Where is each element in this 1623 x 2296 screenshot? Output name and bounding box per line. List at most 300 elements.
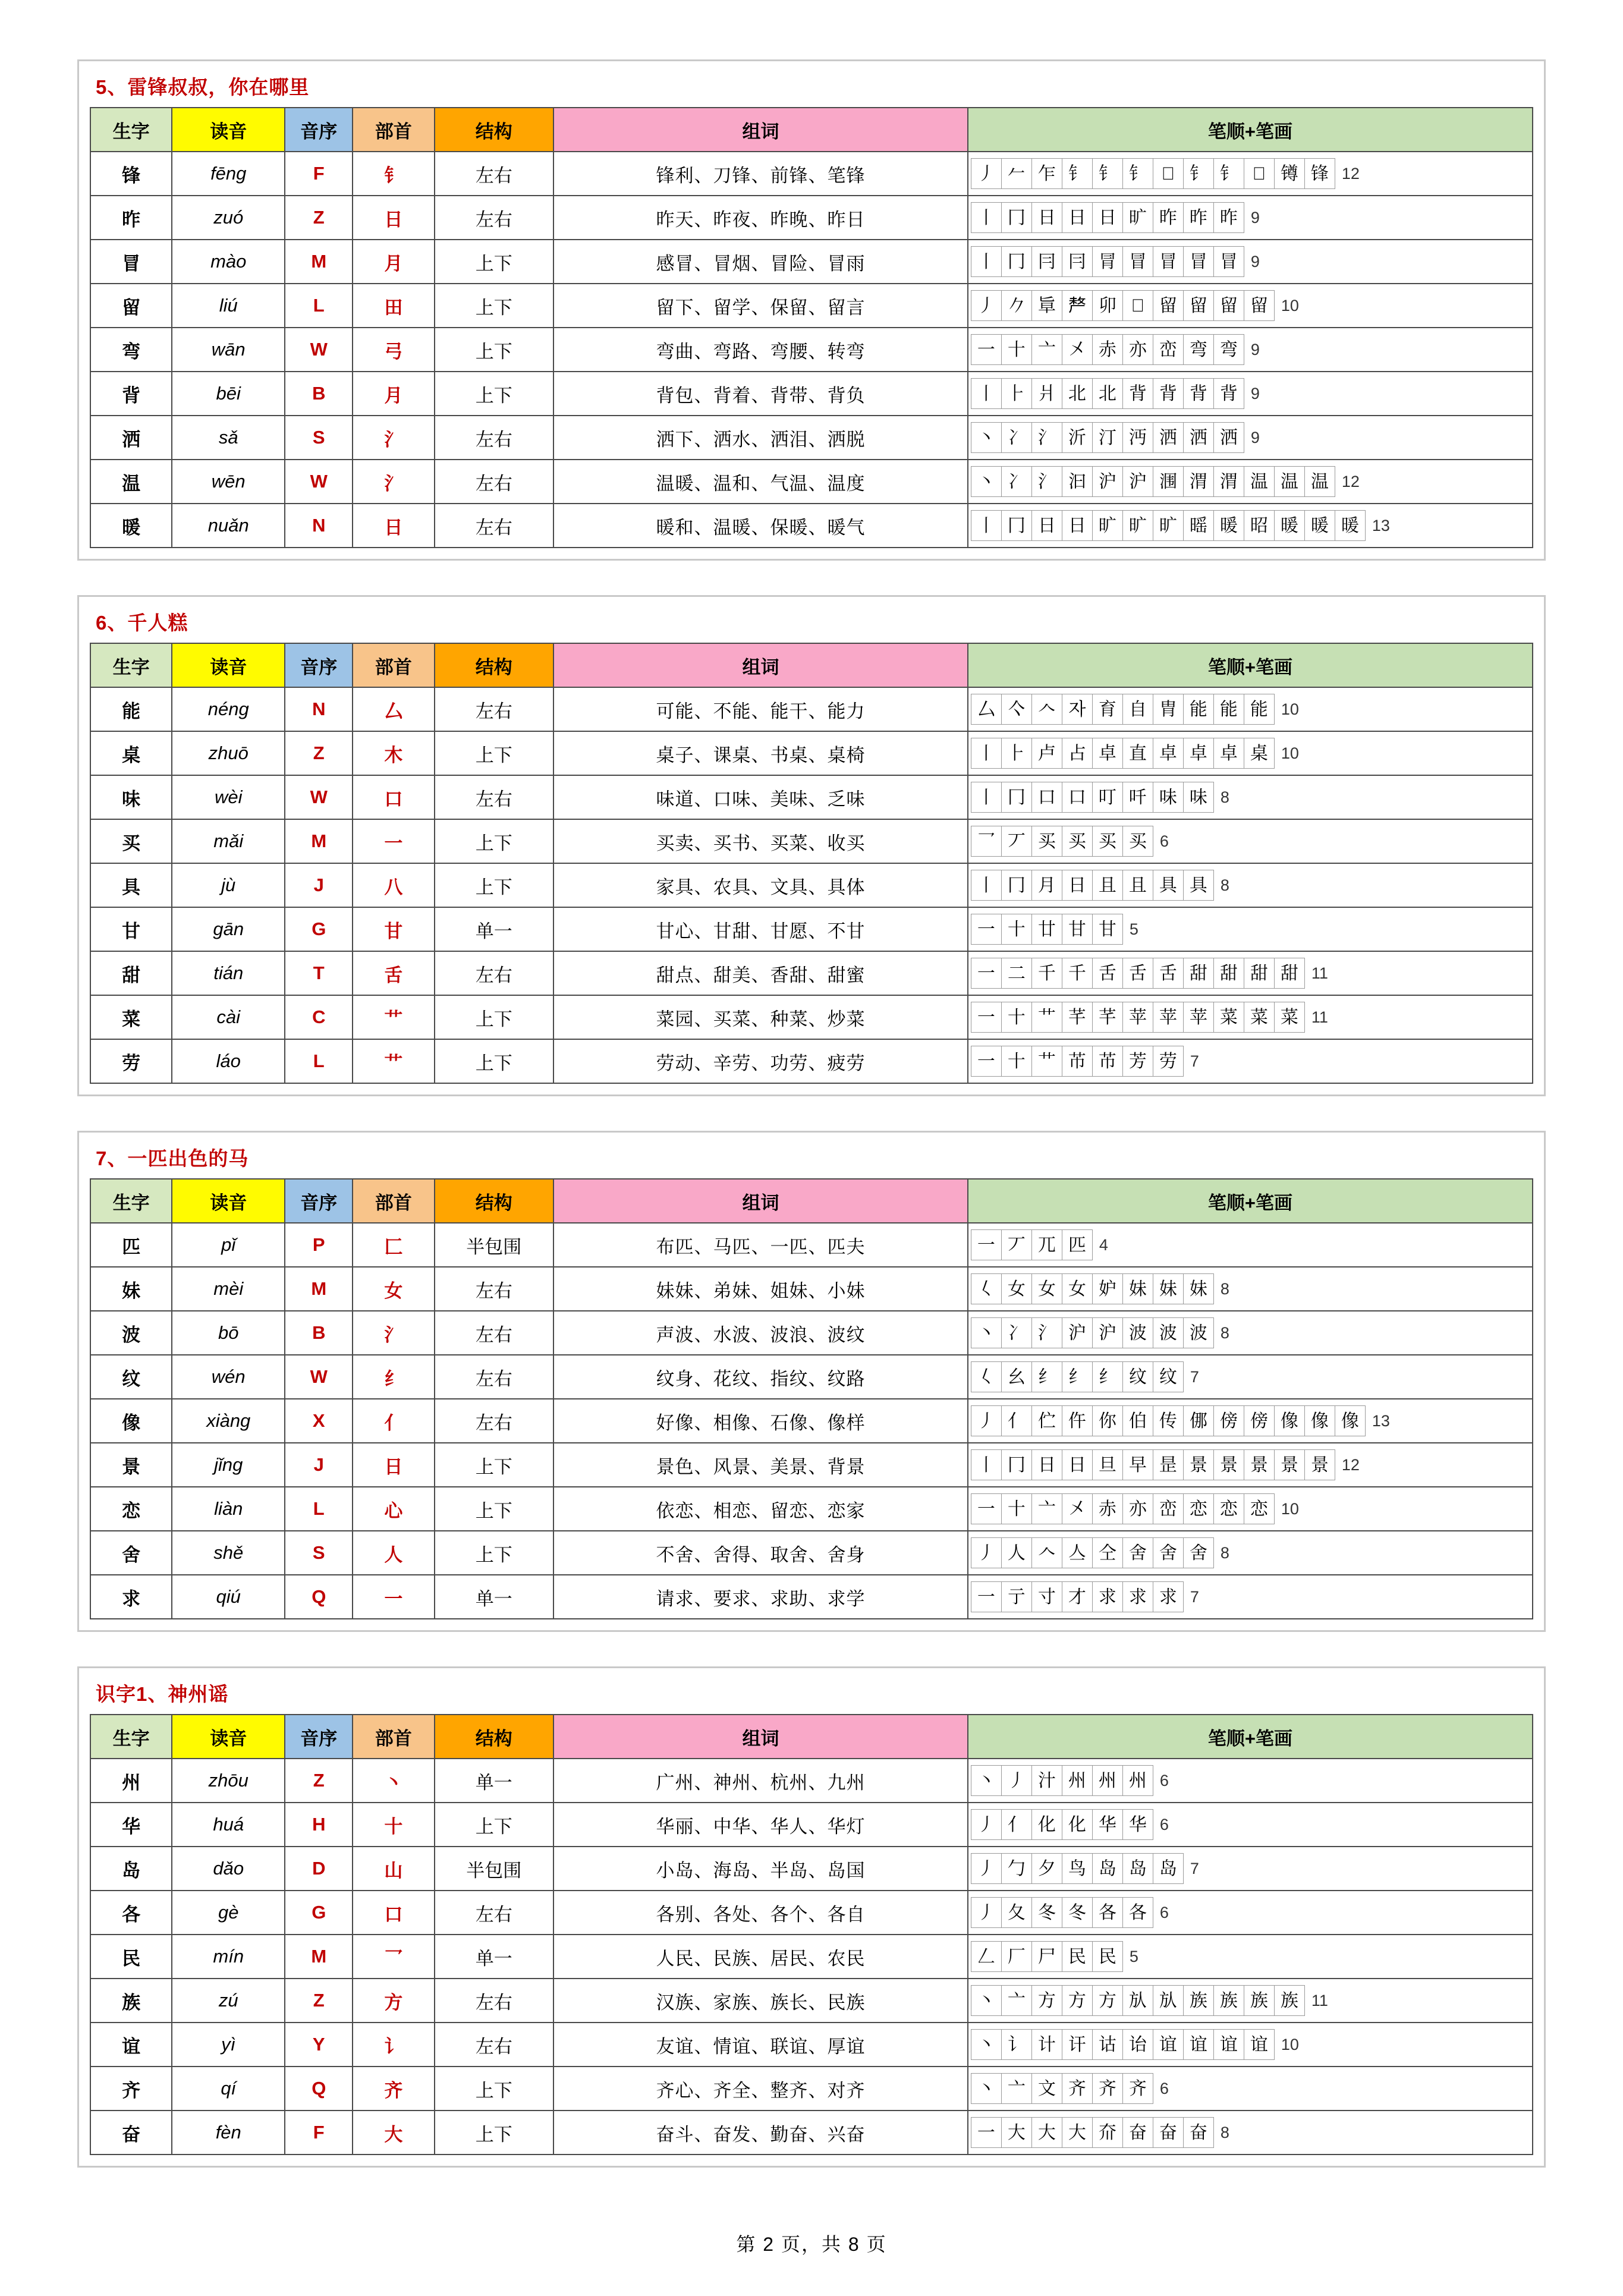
stroke-box: 一 bbox=[971, 914, 1002, 945]
stroke-order-cell bbox=[968, 196, 1533, 240]
stroke-box: 丶 bbox=[971, 1765, 1002, 1796]
pinyin-cell: fēng bbox=[172, 152, 285, 196]
words-cell: 依恋、相恋、留恋、恋家 bbox=[553, 1487, 968, 1531]
stroke-box: 舍 bbox=[1183, 1537, 1214, 1568]
stroke-box: 丿 bbox=[1001, 1765, 1032, 1796]
stroke-box: 丿 bbox=[971, 1809, 1002, 1840]
table-header-row bbox=[90, 1179, 1533, 1223]
stroke-box: 亠 bbox=[1001, 2073, 1032, 2104]
stroke-box: 钅 bbox=[1062, 158, 1093, 189]
lesson-section bbox=[77, 59, 1546, 561]
stroke-box: 傍 bbox=[1213, 1405, 1244, 1436]
stroke-box: 舍 bbox=[1122, 1537, 1153, 1568]
initial-letter-cell: W bbox=[285, 1355, 353, 1399]
table-row bbox=[90, 1311, 1533, 1355]
stroke-box: 像 bbox=[1335, 1405, 1366, 1436]
stroke-box: 日 bbox=[1092, 202, 1123, 233]
table-row bbox=[90, 951, 1533, 995]
table-row bbox=[90, 504, 1533, 548]
structure-cell: 上下 bbox=[435, 1487, 554, 1531]
column-header: 读音 bbox=[172, 108, 285, 152]
words-cell: 各别、各处、各个、各自 bbox=[553, 1891, 968, 1935]
table-row bbox=[90, 372, 1533, 416]
stroke-box: 日 bbox=[1062, 870, 1093, 901]
structure-cell: 上下 bbox=[435, 372, 554, 416]
pinyin-cell: wén bbox=[172, 1355, 285, 1399]
radical-cell: 田 bbox=[353, 284, 434, 328]
pinyin-cell: bō bbox=[172, 1311, 285, 1355]
stroke-order-cell bbox=[968, 2023, 1533, 2067]
initial-letter-cell: M bbox=[285, 240, 353, 284]
structure-cell: 左右 bbox=[435, 1267, 554, 1311]
words-cell: 请求、要求、求助、求学 bbox=[553, 1575, 968, 1619]
table-row bbox=[90, 1759, 1533, 1803]
column-header: 组词 bbox=[553, 643, 968, 687]
stroke-box: 且 bbox=[1092, 870, 1123, 901]
stroke-box: 芳 bbox=[1122, 1046, 1153, 1077]
stroke-box-group bbox=[971, 1809, 1153, 1840]
stroke-box: 各 bbox=[1122, 1897, 1153, 1928]
stroke-box: 能 bbox=[1244, 694, 1275, 725]
stroke-box: 冐 bbox=[1092, 246, 1123, 277]
stroke-box-group bbox=[971, 2073, 1153, 2104]
character-table bbox=[90, 1714, 1533, 2155]
character-cell: 舍 bbox=[90, 1531, 172, 1575]
stroke-box: 叮 bbox=[1092, 782, 1123, 813]
stroke-box: 㐅 bbox=[1062, 334, 1093, 365]
stroke-order-cell bbox=[968, 2067, 1533, 2111]
stroke-order-cell bbox=[968, 863, 1533, 907]
stroke-box: 钅 bbox=[1213, 158, 1244, 189]
stroke-box: 冃 bbox=[1062, 246, 1093, 277]
stroke-box: 卯 bbox=[1092, 290, 1123, 321]
stroke-box: 傍 bbox=[1244, 1405, 1275, 1436]
radical-cell: 氵 bbox=[353, 1311, 434, 1355]
stroke-box: 暖 bbox=[1213, 510, 1244, 541]
stroke-order-cell bbox=[968, 372, 1533, 416]
stroke-box: 舌 bbox=[1092, 958, 1123, 989]
stroke-box: 你 bbox=[1092, 1405, 1123, 1436]
stroke-box-group bbox=[971, 1897, 1153, 1928]
section-title: 识字1、神州谣 bbox=[96, 1683, 229, 1705]
stroke-box: 讠 bbox=[1001, 2029, 1032, 2060]
stroke-box: 丿 bbox=[971, 1853, 1002, 1884]
stroke-order-cell bbox=[968, 1443, 1533, 1487]
stroke-box: 卓 bbox=[1153, 738, 1184, 769]
stroke-box: 丶 bbox=[971, 2029, 1002, 2060]
stroke-box: 冂 bbox=[1001, 510, 1032, 541]
structure-cell: 左右 bbox=[435, 1979, 554, 2023]
radical-cell: 月 bbox=[353, 240, 434, 284]
table-row bbox=[90, 775, 1533, 819]
character-cell: 温 bbox=[90, 460, 172, 504]
stroke-box: 冂 bbox=[1001, 246, 1032, 277]
stroke-count: 9 bbox=[1250, 340, 1260, 358]
table-row bbox=[90, 416, 1533, 460]
stroke-box-group bbox=[971, 1317, 1213, 1348]
table-row bbox=[90, 1935, 1533, 1979]
pinyin-cell: mào bbox=[172, 240, 285, 284]
stroke-count: 5 bbox=[1129, 1947, 1138, 1965]
stroke-box: 劳 bbox=[1153, 1046, 1184, 1077]
stroke-count: 13 bbox=[1372, 1411, 1390, 1430]
lesson-section bbox=[77, 595, 1546, 1096]
initial-letter-cell: B bbox=[285, 372, 353, 416]
stroke-order-cell bbox=[968, 1759, 1533, 1803]
pinyin-cell: zhuō bbox=[172, 731, 285, 775]
column-header: 部首 bbox=[353, 1715, 434, 1759]
stroke-box: 乛 bbox=[971, 826, 1002, 857]
stroke-box-group bbox=[971, 466, 1335, 497]
stroke-order-cell bbox=[968, 328, 1533, 372]
radical-cell: 心 bbox=[353, 1487, 434, 1531]
stroke-box: 甘 bbox=[1062, 914, 1093, 945]
stroke-box: 方 bbox=[1062, 1985, 1093, 2016]
stroke-box: 菜 bbox=[1244, 1002, 1275, 1033]
stroke-box: 尸 bbox=[1031, 1941, 1062, 1972]
character-cell: 纹 bbox=[90, 1355, 172, 1399]
stroke-box: 亠 bbox=[1031, 1493, 1062, 1524]
radical-cell: 十 bbox=[353, 1803, 434, 1847]
stroke-order-cell bbox=[968, 240, 1533, 284]
stroke-box: 丆 bbox=[1001, 826, 1032, 857]
stroke-box: 纟 bbox=[1092, 1361, 1123, 1392]
stroke-box: 冫 bbox=[1001, 466, 1032, 497]
words-cell: 劳动、辛劳、功劳、疲劳 bbox=[553, 1039, 968, 1083]
pinyin-cell: xiàng bbox=[172, 1399, 285, 1443]
stroke-box: 能 bbox=[1183, 694, 1214, 725]
stroke-box: 芊 bbox=[1092, 1002, 1123, 1033]
stroke-box: 留 bbox=[1244, 290, 1275, 321]
stroke-box: 亽 bbox=[1001, 694, 1032, 725]
character-cell: 岛 bbox=[90, 1847, 172, 1891]
structure-cell: 左右 bbox=[435, 1399, 554, 1443]
stroke-box: 各 bbox=[1092, 1897, 1123, 1928]
stroke-box: 背 bbox=[1213, 378, 1244, 409]
stroke-box: 具 bbox=[1183, 870, 1214, 901]
stroke-box: 舌 bbox=[1122, 958, 1153, 989]
column-header: 读音 bbox=[172, 1179, 285, 1223]
stroke-box: 传 bbox=[1153, 1405, 1184, 1436]
table-row bbox=[90, 284, 1533, 328]
stroke-box: 亠 bbox=[1001, 1985, 1032, 2016]
stroke-box: 亦 bbox=[1122, 334, 1153, 365]
column-header: 部首 bbox=[353, 108, 434, 152]
table-header-row bbox=[90, 108, 1533, 152]
stroke-box: 氵 bbox=[1031, 422, 1062, 453]
stroke-box: 女 bbox=[1031, 1273, 1062, 1304]
structure-cell: 左右 bbox=[435, 152, 554, 196]
stroke-count: 7 bbox=[1190, 1052, 1199, 1070]
pinyin-cell: cài bbox=[172, 995, 285, 1039]
stroke-box: 冒 bbox=[1183, 246, 1214, 277]
stroke-box: 氵 bbox=[1031, 466, 1062, 497]
stroke-order-cell bbox=[968, 1575, 1533, 1619]
stroke-count: 9 bbox=[1250, 384, 1260, 402]
stroke-box: 北 bbox=[1062, 378, 1093, 409]
initial-letter-cell: J bbox=[285, 863, 353, 907]
stroke-box: 匹 bbox=[1062, 1229, 1093, 1260]
pinyin-cell: mèi bbox=[172, 1267, 285, 1311]
table-row bbox=[90, 1355, 1533, 1399]
stroke-box: 奋 bbox=[1122, 2117, 1153, 2148]
stroke-count: 10 bbox=[1281, 1499, 1299, 1518]
stroke-box-group bbox=[971, 378, 1244, 409]
column-header: 读音 bbox=[172, 1715, 285, 1759]
stroke-box: 旷 bbox=[1122, 202, 1153, 233]
radical-cell: 氵 bbox=[353, 460, 434, 504]
words-cell: 景色、风景、美景、背景 bbox=[553, 1443, 968, 1487]
radical-cell: 舌 bbox=[353, 951, 434, 995]
pinyin-cell: gān bbox=[172, 907, 285, 951]
stroke-box: 丶 bbox=[971, 1317, 1002, 1348]
stroke-box: 十 bbox=[1001, 1002, 1032, 1033]
stroke-box-group bbox=[971, 422, 1244, 453]
stroke-box: 芇 bbox=[1062, 1046, 1093, 1077]
initial-letter-cell: M bbox=[285, 819, 353, 863]
stroke-count: 10 bbox=[1281, 700, 1299, 718]
stroke-box: 具 bbox=[1153, 870, 1184, 901]
stroke-box: 丶 bbox=[971, 2073, 1002, 2104]
pinyin-cell: néng bbox=[172, 687, 285, 731]
table-row bbox=[90, 1979, 1533, 2023]
stroke-box: 沪 bbox=[1122, 466, 1153, 497]
words-cell: 人民、民族、居民、农民 bbox=[553, 1935, 968, 1979]
stroke-box: 景 bbox=[1244, 1449, 1275, 1480]
stroke-box: 一 bbox=[971, 958, 1002, 989]
stroke-box: 艹 bbox=[1031, 1002, 1062, 1033]
stroke-box: 冬 bbox=[1062, 1897, 1093, 1928]
table-row bbox=[90, 2067, 1533, 2111]
column-header: 结构 bbox=[435, 1179, 554, 1223]
stroke-box: 亠 bbox=[1031, 334, 1062, 365]
stroke-box: 恋 bbox=[1244, 1493, 1275, 1524]
stroke-box: 丨 bbox=[971, 1449, 1002, 1480]
stroke-order-cell bbox=[968, 1803, 1533, 1847]
stroke-box: 㫃 bbox=[1153, 1985, 1184, 2016]
stroke-box-group bbox=[971, 290, 1274, 321]
stroke-box: 像 bbox=[1274, 1405, 1305, 1436]
stroke-box: 渭 bbox=[1183, 466, 1214, 497]
stroke-box: 方 bbox=[1092, 1985, 1123, 2016]
stroke-order-cell bbox=[968, 687, 1533, 731]
stroke-box: 北 bbox=[1092, 378, 1123, 409]
structure-cell: 左右 bbox=[435, 2023, 554, 2067]
initial-letter-cell: L bbox=[285, 1487, 353, 1531]
stroke-box: 丨 bbox=[971, 870, 1002, 901]
stroke-box-group bbox=[971, 158, 1335, 189]
column-header: 部首 bbox=[353, 643, 434, 687]
stroke-box: 景 bbox=[1213, 1449, 1244, 1480]
stroke-order-cell bbox=[968, 907, 1533, 951]
stroke-box: 景 bbox=[1183, 1449, 1214, 1480]
stroke-box: 买 bbox=[1122, 826, 1153, 857]
structure-cell: 单一 bbox=[435, 1575, 554, 1619]
pinyin-cell: qiú bbox=[172, 1575, 285, 1619]
pinyin-cell: huá bbox=[172, 1803, 285, 1847]
stroke-box-group bbox=[971, 738, 1274, 769]
stroke-box-group bbox=[971, 782, 1213, 813]
character-cell: 桌 bbox=[90, 731, 172, 775]
stroke-box: 恋 bbox=[1183, 1493, 1214, 1524]
words-cell: 锋利、刀锋、前锋、笔锋 bbox=[553, 152, 968, 196]
stroke-count: 12 bbox=[1341, 1455, 1360, 1474]
stroke-box: 谊 bbox=[1213, 2029, 1244, 2060]
stroke-box: 弯 bbox=[1213, 334, 1244, 365]
stroke-box: 卓 bbox=[1183, 738, 1214, 769]
lesson-section bbox=[77, 1666, 1546, 2168]
stroke-box: 冂 bbox=[1001, 782, 1032, 813]
stroke-box: 岛 bbox=[1153, 1853, 1184, 1884]
radical-cell: 艹 bbox=[353, 995, 434, 1039]
stroke-box: 沔 bbox=[1122, 422, 1153, 453]
stroke-count: 10 bbox=[1281, 296, 1299, 314]
stroke-box: 丶 bbox=[971, 1985, 1002, 2016]
initial-letter-cell: Z bbox=[285, 731, 353, 775]
structure-cell: 左右 bbox=[435, 504, 554, 548]
table-row bbox=[90, 1803, 1533, 1847]
stroke-box: 十 bbox=[1001, 914, 1032, 945]
structure-cell: 上下 bbox=[435, 240, 554, 284]
character-table bbox=[90, 1178, 1533, 1619]
stroke-order-cell bbox=[968, 1223, 1533, 1267]
words-cell: 布匹、马匹、一匹、匹夫 bbox=[553, 1223, 968, 1267]
stroke-box: 亻 bbox=[1001, 1405, 1032, 1436]
words-cell: 声波、水波、波浪、波纹 bbox=[553, 1311, 968, 1355]
column-header: 笔顺+笔画 bbox=[968, 1715, 1533, 1759]
pinyin-cell: wēn bbox=[172, 460, 285, 504]
stroke-box: 直 bbox=[1122, 738, 1153, 769]
initial-letter-cell: S bbox=[285, 416, 353, 460]
stroke-box: 丿 bbox=[971, 1405, 1002, 1436]
stroke-box: 州 bbox=[1062, 1765, 1093, 1796]
stroke-box: 𨱂 bbox=[1153, 158, 1184, 189]
stroke-count: 8 bbox=[1220, 788, 1229, 806]
stroke-box: 苹 bbox=[1183, 1002, 1214, 1033]
radical-cell: 女 bbox=[353, 1267, 434, 1311]
stroke-box: 氵 bbox=[1031, 1317, 1062, 1348]
structure-cell: 半包围 bbox=[435, 1223, 554, 1267]
stroke-order-cell bbox=[968, 1311, 1533, 1355]
initial-letter-cell: Z bbox=[285, 196, 353, 240]
stroke-box: 丨 bbox=[971, 738, 1002, 769]
words-cell: 华丽、中华、华人、华灯 bbox=[553, 1803, 968, 1847]
stroke-box: 景 bbox=[1274, 1449, 1305, 1480]
stroke-box-group bbox=[971, 870, 1213, 901]
radical-cell: 讠 bbox=[353, 2023, 434, 2067]
stroke-count: 7 bbox=[1190, 1859, 1199, 1877]
stroke-count: 9 bbox=[1250, 428, 1260, 446]
stroke-box: 纹 bbox=[1153, 1361, 1184, 1392]
lesson-section bbox=[77, 1131, 1546, 1632]
radical-cell: 艹 bbox=[353, 1039, 434, 1083]
stroke-box: 能 bbox=[1213, 694, 1244, 725]
structure-cell: 左右 bbox=[435, 416, 554, 460]
table-row bbox=[90, 240, 1533, 284]
stroke-count: 6 bbox=[1159, 1903, 1169, 1921]
pinyin-cell: dǎo bbox=[172, 1847, 285, 1891]
stroke-box: 丨 bbox=[971, 378, 1002, 409]
table-row bbox=[90, 1267, 1533, 1311]
stroke-box: 汩 bbox=[1062, 466, 1093, 497]
words-cell: 家具、农具、文具、具体 bbox=[553, 863, 968, 907]
words-cell: 可能、不能、能干、能力 bbox=[553, 687, 968, 731]
column-header: 结构 bbox=[435, 108, 554, 152]
stroke-order-cell bbox=[968, 1355, 1533, 1399]
stroke-count: 11 bbox=[1311, 1008, 1328, 1026]
stroke-box: 育 bbox=[1092, 694, 1123, 725]
stroke-box: 赤 bbox=[1092, 334, 1123, 365]
initial-letter-cell: G bbox=[285, 1891, 353, 1935]
stroke-box: 冂 bbox=[1001, 1449, 1032, 1480]
initial-letter-cell: Q bbox=[285, 1575, 353, 1619]
stroke-box: 背 bbox=[1122, 378, 1153, 409]
stroke-box: 族 bbox=[1183, 1985, 1214, 2016]
stroke-box: 鸟 bbox=[1062, 1853, 1093, 1884]
stroke-box-group bbox=[971, 2029, 1274, 2060]
stroke-box: 钅 bbox=[1122, 158, 1153, 189]
stroke-box: 자 bbox=[1062, 694, 1093, 725]
stroke-box: 日 bbox=[1031, 1449, 1062, 1480]
words-cell: 洒下、洒水、洒泪、洒脱 bbox=[553, 416, 968, 460]
stroke-box: 计 bbox=[1031, 2029, 1062, 2060]
stroke-count: 4 bbox=[1099, 1235, 1108, 1254]
character-cell: 劳 bbox=[90, 1039, 172, 1083]
stroke-box-group bbox=[971, 826, 1153, 857]
character-cell: 背 bbox=[90, 372, 172, 416]
stroke-count: 6 bbox=[1159, 1771, 1169, 1789]
table-row bbox=[90, 731, 1533, 775]
character-cell: 求 bbox=[90, 1575, 172, 1619]
stroke-box: 丨 bbox=[971, 246, 1002, 277]
words-cell: 桌子、课桌、书桌、桌椅 bbox=[553, 731, 968, 775]
pinyin-cell: wèi bbox=[172, 775, 285, 819]
structure-cell: 左右 bbox=[435, 460, 554, 504]
stroke-box-group bbox=[971, 1405, 1365, 1436]
stroke-box: ⺊ bbox=[1001, 378, 1032, 409]
stroke-box: 𨱒 bbox=[1244, 158, 1275, 189]
stroke-order-cell bbox=[968, 819, 1533, 863]
stroke-box: 十 bbox=[1001, 334, 1032, 365]
stroke-box: 妒 bbox=[1092, 1273, 1123, 1304]
stroke-box: 大 bbox=[1062, 2117, 1093, 2148]
stroke-order-cell bbox=[968, 1891, 1533, 1935]
initial-letter-cell: F bbox=[285, 2111, 353, 2155]
stroke-box: 纹 bbox=[1122, 1361, 1153, 1392]
stroke-box: 伯 bbox=[1122, 1405, 1153, 1436]
stroke-order-cell bbox=[968, 775, 1533, 819]
stroke-box: 妹 bbox=[1122, 1273, 1153, 1304]
stroke-box: 丿 bbox=[971, 158, 1002, 189]
stroke-box: 谊 bbox=[1244, 2029, 1275, 2060]
stroke-box: 舌 bbox=[1153, 958, 1184, 989]
structure-cell: 左右 bbox=[435, 1311, 554, 1355]
stroke-box: 买 bbox=[1031, 826, 1062, 857]
stroke-box-group bbox=[971, 1581, 1183, 1612]
radical-cell: 一 bbox=[353, 819, 434, 863]
column-header: 音序 bbox=[285, 643, 353, 687]
pinyin-cell: shě bbox=[172, 1531, 285, 1575]
initial-letter-cell: G bbox=[285, 907, 353, 951]
pinyin-cell: fèn bbox=[172, 2111, 285, 2155]
stroke-box-group bbox=[971, 1229, 1092, 1260]
stroke-box: 大 bbox=[1031, 2117, 1062, 2148]
pinyin-cell: wān bbox=[172, 328, 285, 372]
words-cell: 味道、口味、美味、乏味 bbox=[553, 775, 968, 819]
stroke-count: 8 bbox=[1220, 1323, 1229, 1342]
character-cell: 暖 bbox=[90, 504, 172, 548]
stroke-box: 伫 bbox=[1031, 1405, 1062, 1436]
